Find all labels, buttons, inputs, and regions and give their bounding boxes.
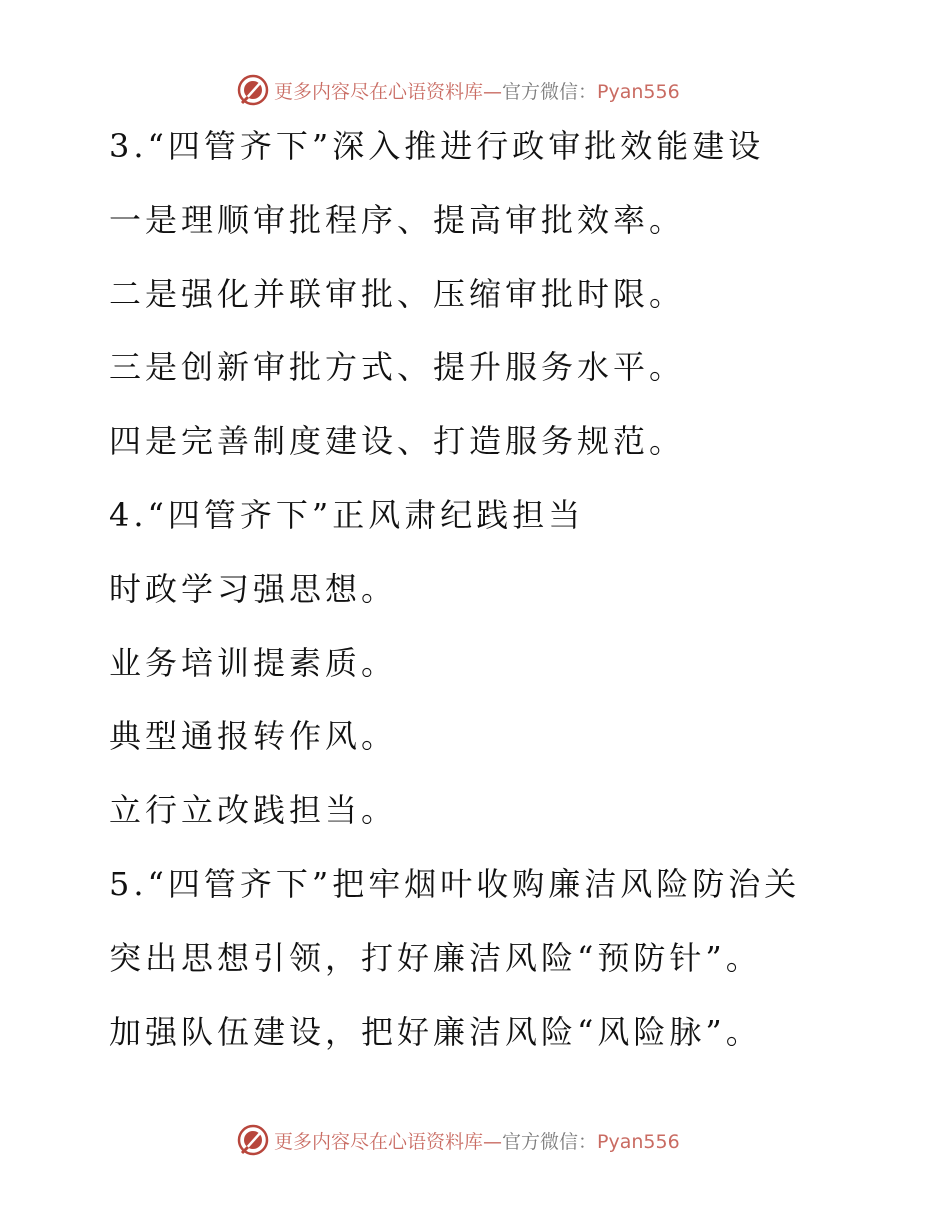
list-item: 典型通报转作风。	[109, 717, 398, 756]
section-heading-5: 5.“四管齐下”把牢烟叶收购廉洁风险防治关	[109, 864, 801, 903]
watermark-label: 官方微信：	[502, 80, 598, 103]
watermark-wechat-id: Pyan556	[597, 80, 680, 103]
list-item: 二是强化并联审批、压缩审批时限。	[109, 274, 686, 313]
list-item: 加强队伍建设，把好廉洁风险“风险脉”。	[109, 1012, 762, 1051]
section-heading-4: 4.“四管齐下”正风肃纪践担当	[109, 495, 585, 534]
header-watermark	[236, 72, 680, 108]
watermark-site: 更多内容尽在心语资料库	[274, 1130, 484, 1153]
list-item: 四是完善制度建设、打造服务规范。	[109, 422, 686, 461]
list-item: 业务培训提素质。	[109, 643, 398, 682]
list-item: 三是创新审批方式、提升服务水平。	[109, 348, 686, 387]
watermark-wechat-id: Pyan556	[597, 1130, 680, 1153]
list-item: 时政学习强思想。	[109, 569, 398, 608]
document-body	[109, 110, 909, 1069]
footer-watermark	[236, 1122, 680, 1158]
watermark-dash: —	[483, 1130, 503, 1153]
pen-seal-icon	[236, 73, 270, 107]
list-item: 一是理顺审批程序、提高审批效率。	[109, 200, 686, 239]
list-item: 突出思想引领，打好廉洁风险“预防针”。	[109, 938, 762, 977]
watermark-text	[274, 77, 680, 104]
watermark-site: 更多内容尽在心语资料库	[274, 80, 484, 103]
watermark-dash: —	[483, 80, 503, 103]
section-heading-3: 3.“四管齐下”深入推进行政审批效能建设	[109, 127, 765, 165]
watermark-text	[274, 1127, 680, 1154]
pen-seal-icon	[236, 1123, 270, 1157]
watermark-label: 官方微信：	[502, 1130, 598, 1153]
list-item: 立行立改践担当。	[109, 791, 398, 830]
